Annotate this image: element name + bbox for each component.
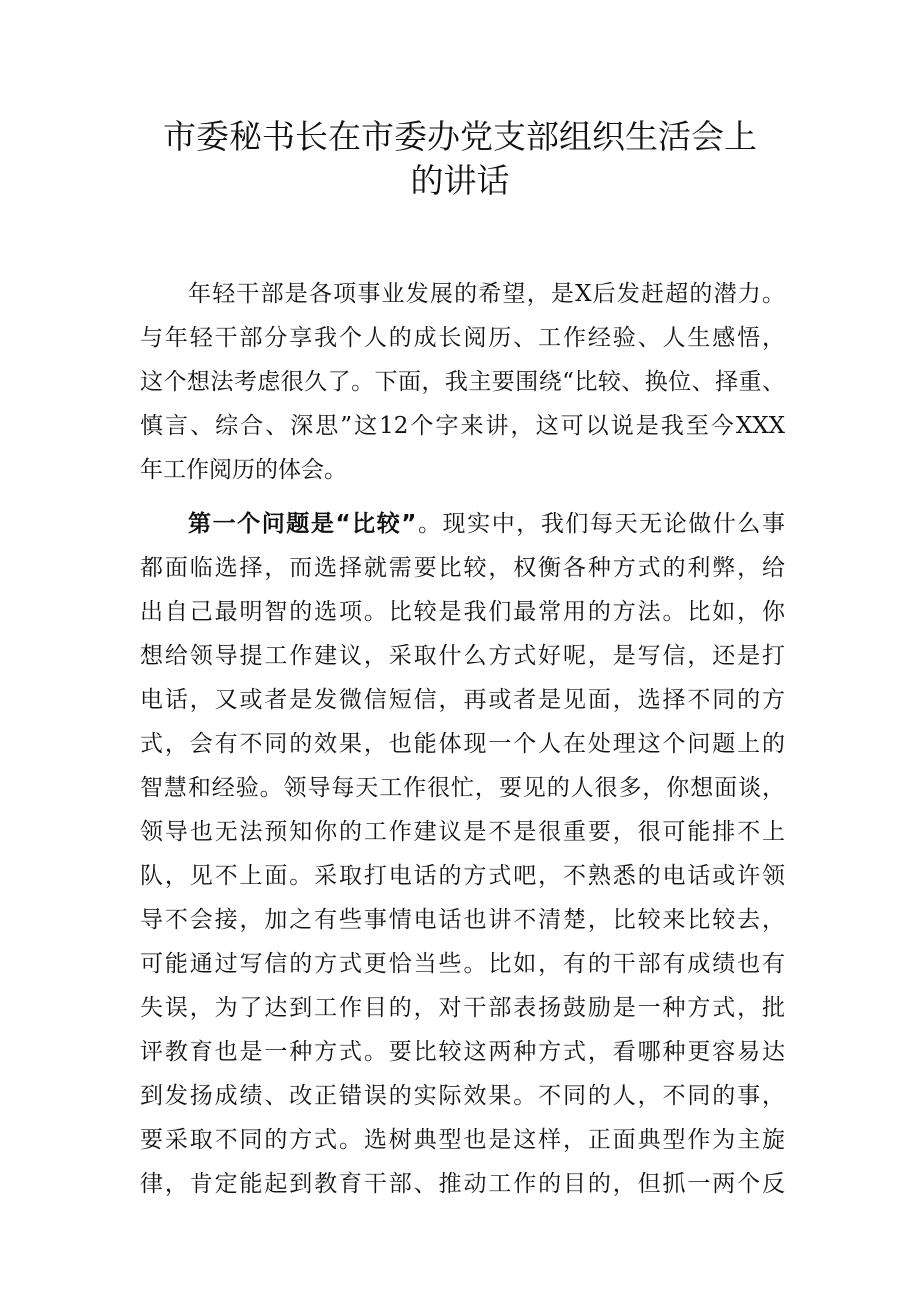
paragraph-1-line-2: 与年轻干部分享我个人的成长阅历、工作经验、人生感悟， — [140, 325, 785, 351]
paragraph-1-line-5: 年工作阅历的体会。 — [140, 457, 347, 483]
paragraph-2-line-16: 律，肯定能起到教育干部、推动工作的目的，但抓一两个反 — [140, 1171, 785, 1197]
paragraph-2-line-15: 要采取不同的方式。选树典型也是这样，正面典型作为主旋 — [140, 1127, 785, 1153]
paragraph-2-line-9: 队，见不上面。采取打电话的方式吧，不熟悉的电话或许领 — [140, 863, 785, 889]
paragraph-2-line-6: 式，会有不同的效果，也能体现一个人在处理这个问题上的 — [140, 731, 785, 757]
paragraph-2-line-7: 智慧和经验。领导每天工作很忙，要见的人很多，你想面谈， — [140, 775, 785, 801]
paragraph-2-line-5: 电话，又或者是发微信短信，再或者是见面，选择不同的方 — [140, 687, 785, 713]
document-title-line-1: 市委秘书长在市委办党支部组织生活会上 — [163, 117, 757, 156]
paragraph-2-line-12: 失误，为了达到工作目的，对干部表扬鼓励是一种方式，批 — [140, 995, 785, 1021]
paragraph-2-line-13: 评教育也是一种方式。要比较这两种方式，看哪种更容易达 — [140, 1039, 785, 1065]
paragraph-2-line-10: 导不会接，加之有些事情电话也讲不清楚，比较来比较去， — [140, 907, 785, 933]
paragraph-1-line-3: 这个想法考虑很久了。下面，我主要围绕“比较、换位、择重、 — [140, 369, 785, 395]
paragraph-2-line-2: 都面临选择，而选择就需要比较，权衡各种方式的利弊，给 — [140, 555, 785, 581]
paragraph-1-line-4: 慎言、综合、深思”这12个字来讲，这可以说是我至今XXX — [140, 413, 785, 439]
paragraph-2-line-8: 领导也无法预知你的工作建议是不是很重要，很可能排不上 — [140, 819, 785, 845]
paragraph-2-line-11: 可能通过写信的方式更恰当些。比如，有的干部有成绩也有 — [140, 951, 785, 977]
paragraph-2-line-4: 想给领导提工作建议，采取什么方式好呢，是写信，还是打 — [140, 643, 785, 669]
section-heading: 第一个问题是“比较” — [188, 511, 417, 537]
paragraph-2-line-1 — [188, 506, 785, 542]
paragraph-1-line-1: 年轻干部是各项事业发展的希望，是X后发赶超的潜力。 — [188, 281, 785, 307]
document-title-line-2: 的讲话 — [410, 161, 510, 200]
paragraph-2-line-14: 到发扬成绩、改正错误的实际效果。不同的人，不同的事， — [140, 1083, 785, 1109]
paragraph-2-line-3: 出自己最明智的选项。比较是我们最常用的方法。比如，你 — [140, 599, 785, 625]
paragraph-2-line-1-text: 。现实中，我们每天无论做什么事 — [416, 511, 786, 537]
